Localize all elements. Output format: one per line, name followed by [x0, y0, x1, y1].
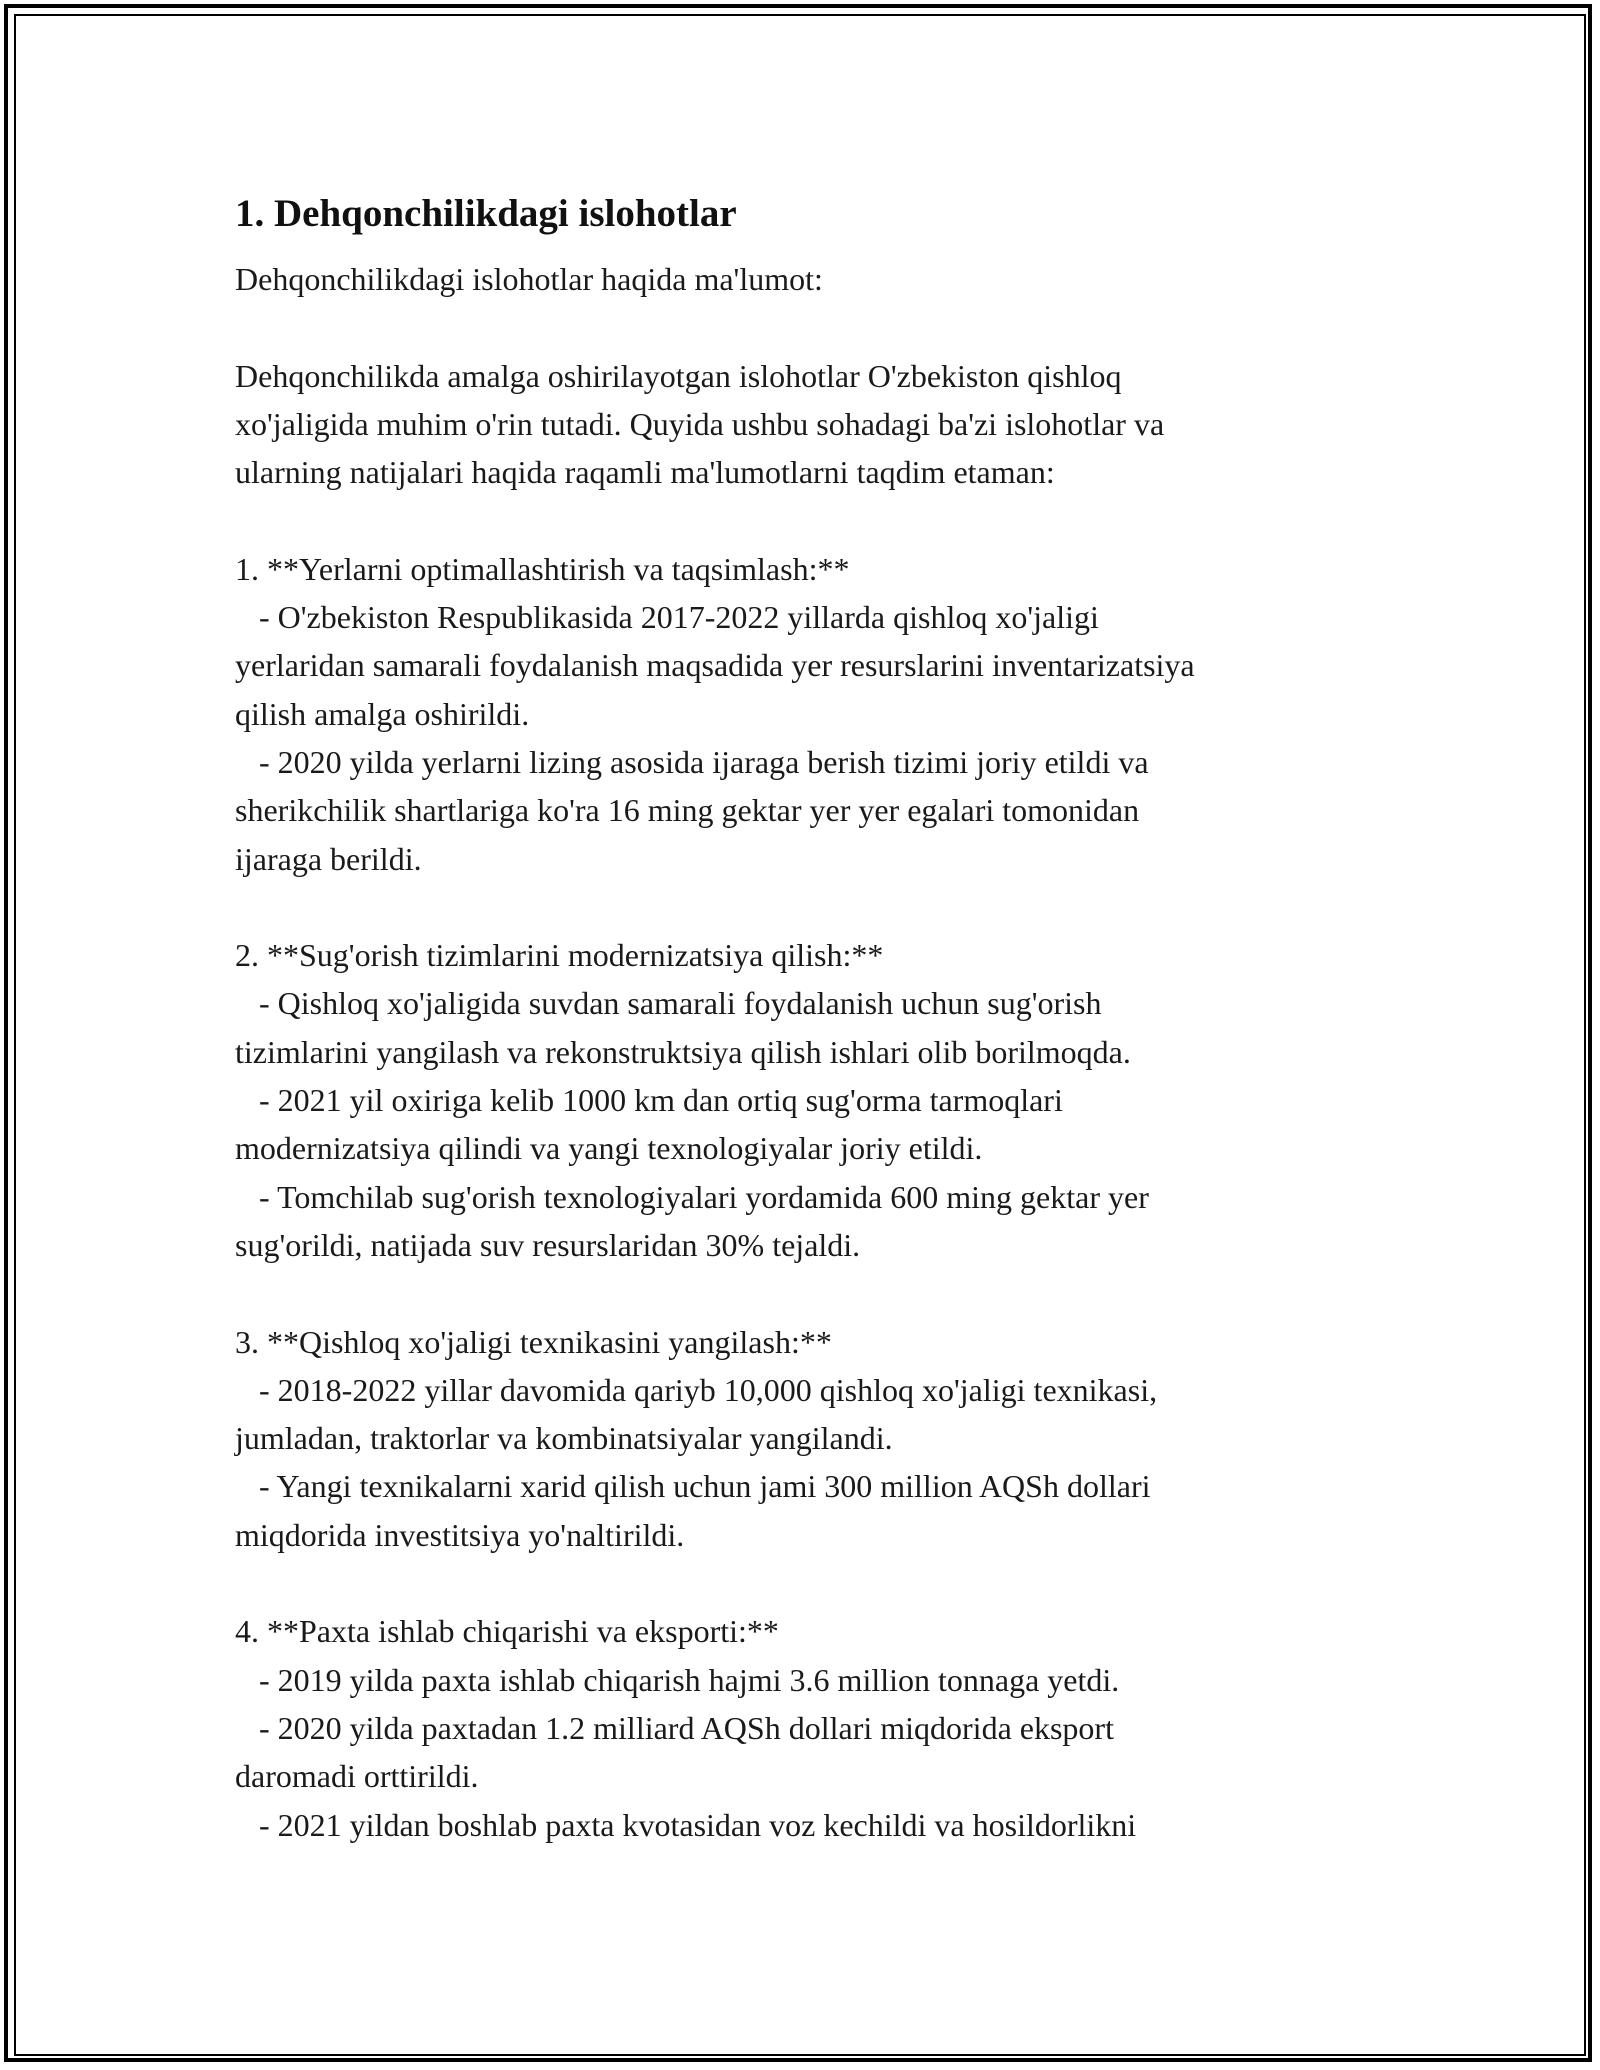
- text-line: [235, 496, 1395, 544]
- text-line: - 2018-2022 yillar davomida qariyb 10,000 qishloq xo'jaligi texnikasi,: [235, 1371, 1158, 1408]
- text-line: jumladan, traktorlar va kombinatsiyalar yangilandi.: [235, 1420, 893, 1457]
- text-line: modernizatsiya qilindi va yangi texnologiyalar joriy etildi.: [235, 1130, 983, 1167]
- document-text: [235, 255, 1395, 1849]
- text-line: - 2021 yildan boshlab paxta kvotasidan voz kechildi va hosildorlikni: [235, 1806, 1137, 1843]
- text-line: qilish amalga oshirildi.: [235, 695, 530, 732]
- text-line: tizimlarini yangilash va rekonstruktsiya qilish ishlari olib borilmoqda.: [235, 1033, 1131, 1070]
- text-line: xo'jaligida muhim o'rin tutadi. Quyida ushbu sohadagi ba'zi islohotlar va: [235, 405, 1165, 442]
- text-line: ijaraga berildi.: [235, 840, 422, 877]
- text-line: [235, 1269, 1395, 1317]
- text-line: sug'orildi, natijada suv resurslaridan 30% tejaldi.: [235, 1226, 861, 1263]
- text-line: daromadi orttirildi.: [235, 1758, 479, 1795]
- text-line: sherikchilik shartlariga ko'ra 16 ming gektar yer yer egalari tomonidan: [235, 792, 1140, 829]
- text-line: [235, 883, 1395, 931]
- text-line: 1. **Yerlarni optimallashtirish va taqsimlash:**: [235, 550, 850, 587]
- text-line: 3. **Qishloq xo'jaligi texnikasini yangilash:**: [235, 1323, 832, 1360]
- document-title: 1. Dehqonchilikdagi islohotlar: [235, 192, 737, 235]
- text-line: miqdorida investitsiya yo'naltirildi.: [235, 1516, 685, 1553]
- text-line: Dehqonchilikdagi islohotlar haqida ma'lumot:: [235, 261, 823, 297]
- text-line: ularning natijalari haqida raqamli ma'lumotlarni taqdim etaman:: [235, 454, 1055, 491]
- text-line: yerlaridan samarali foydalanish maqsadida yer resurslarini inventarizatsiya: [235, 647, 1195, 684]
- text-line: [235, 303, 1395, 351]
- text-line: 2. **Sug'orish tizimlarini modernizatsiya qilish:**: [235, 937, 884, 974]
- text-line: 4. **Paxta ishlab chiqarishi va eksporti:**: [235, 1613, 779, 1650]
- text-line: Dehqonchilikda amalga oshirilayotgan islohotlar O'zbekiston qishloq: [235, 357, 1122, 394]
- text-line: - 2020 yilda yerlarni lizing asosida ijaraga berish tizimi joriy etildi va: [235, 743, 1149, 780]
- document-body: [235, 186, 1395, 1849]
- text-line: - 2019 yilda paxta ishlab chiqarish hajmi 3.6 million tonnaga yetdi.: [235, 1661, 1120, 1698]
- text-line: - O'zbekiston Respublikasida 2017-2022 yillarda qishloq xo'jaligi: [235, 599, 1099, 636]
- text-line: - 2021 yil oxiriga kelib 1000 km dan ortiq sug'orma tarmoqlari: [235, 1082, 1063, 1119]
- text-line: - 2020 yilda paxtadan 1.2 milliard AQSh dollari miqdorida eksport: [235, 1709, 1114, 1746]
- text-line: - Qishloq xo'jaligida suvdan samarali foydalanish uchun sug'orish: [235, 985, 1102, 1022]
- text-line: - Yangi texnikalarni xarid qilish uchun jami 300 million AQSh dollari: [235, 1468, 1151, 1505]
- text-line: [235, 1559, 1395, 1607]
- text-line: - Tomchilab sug'orish texnologiyalari yordamida 600 ming gektar yer: [235, 1178, 1149, 1215]
